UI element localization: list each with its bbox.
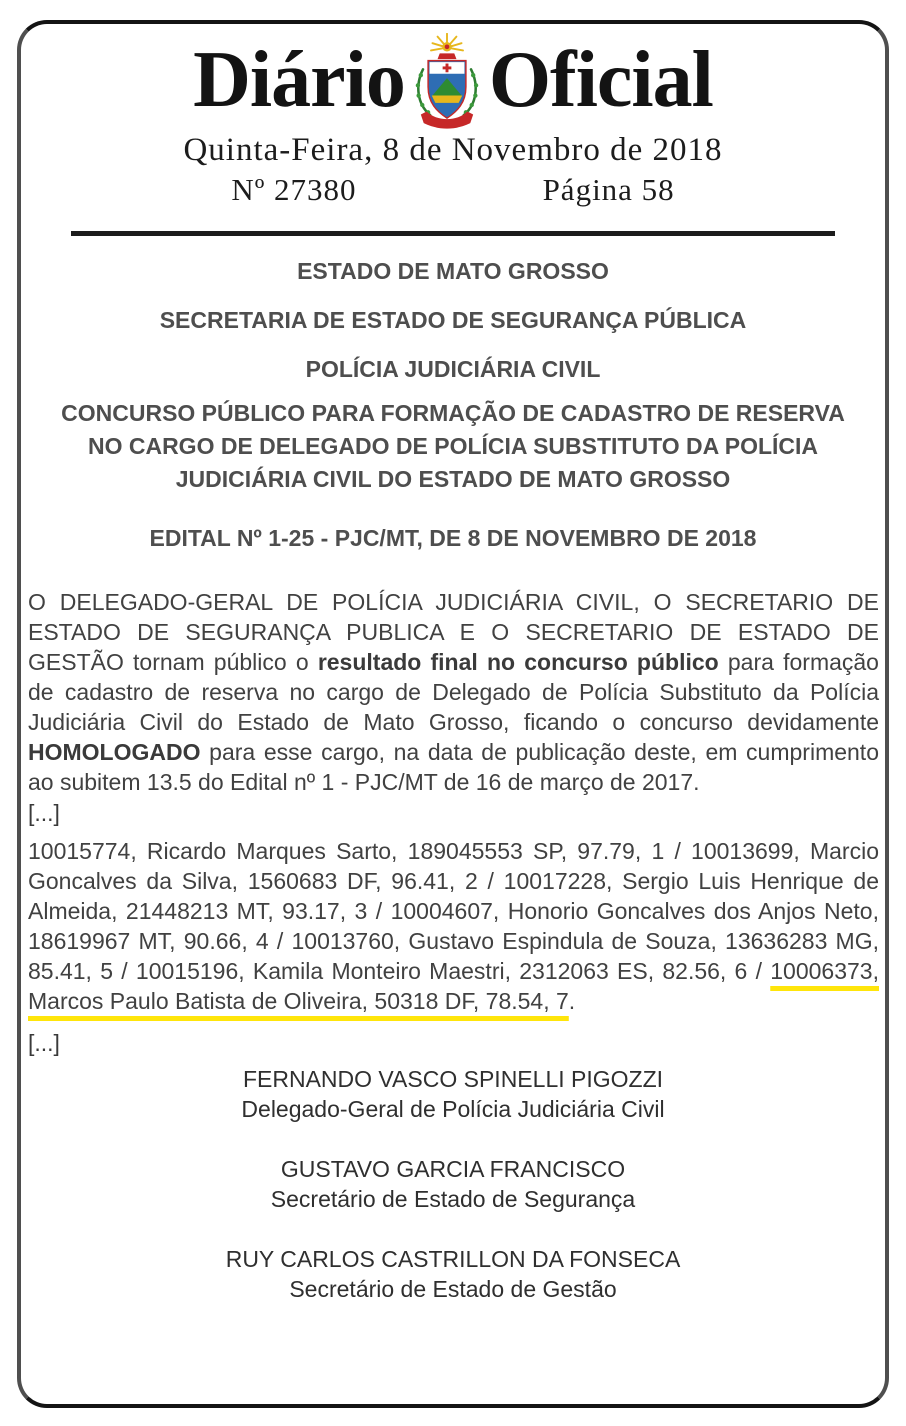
- heading-secretaria: SECRETARIA DE ESTADO DE SEGURANÇA PÚBLICA: [159, 307, 747, 333]
- edition-row: [21, 171, 885, 209]
- heading-edital: EDITAL Nº 1-25 - PJC/MT, DE 8 DE NOVEMBRO DE 2018: [149, 525, 757, 551]
- intro-run-normal: O DELEGADO-GERAL DE POLÍCIA JUDICIÁRIA CIVIL, O SECRETARIO DE ESTADO DE SEGURANÇA PUBLICA E O SECRETARIO DE ESTADO DE GESTÃO tornam público o: [28, 589, 879, 675]
- ellipsis-top: [...]: [28, 800, 60, 826]
- document-headings: [21, 255, 885, 555]
- gazette-page: [17, 20, 889, 1408]
- highlighted-result-entry: 10006373, Marcos Paulo Batista de Oliveira, 50318 DF, 78.54, 7: [28, 958, 879, 1014]
- masthead-title-left: Diário: [193, 36, 405, 124]
- signature-section: [21, 1064, 885, 1304]
- masthead-title-right: Oficial: [488, 36, 713, 124]
- mato-grosso-coat-of-arms-icon: [410, 33, 484, 129]
- heading-estado: ESTADO DE MATO GROSSO: [297, 258, 609, 284]
- edition-number: Nº 27380: [231, 172, 357, 207]
- signatory-name: FERNANDO VASCO SPINELLI PIGOZZI: [242, 1066, 664, 1092]
- intro-run-bold-homologado: HOMOLOGADO: [28, 739, 201, 765]
- signatory-title: Secretário de Estado de Segurança: [270, 1186, 636, 1212]
- signatory-name: RUY CARLOS CASTRILLON DA FONSECA: [225, 1246, 681, 1272]
- ellipsis-bottom: [...]: [28, 1030, 60, 1056]
- heading-concurso: CONCURSO PÚBLICO PARA FORMAÇÃO DE CADASTRO DE RESERVA NO CARGO DE DELEGADO DE POLÍCIA SUBSTITUTO DA POLÍCIA JUDICIÁRIA CIVIL DO ESTADO DE MATO GROSSO: [61, 400, 845, 492]
- results-run-period: .: [568, 988, 576, 1014]
- signatory-title: Delegado-Geral de Polícia Judiciária Civil: [241, 1096, 665, 1122]
- page-number-label: Página 58: [542, 172, 675, 207]
- signature-block: [21, 1244, 885, 1304]
- signatory-name: GUSTAVO GARCIA FRANCISCO: [280, 1156, 626, 1182]
- masthead: [21, 32, 885, 128]
- signature-block: [21, 1154, 885, 1214]
- heading-policia: POLÍCIA JUDICIÁRIA CIVIL: [305, 356, 601, 382]
- article-body: [21, 587, 885, 1056]
- homologation-paragraph: [28, 587, 879, 797]
- results-list-paragraph: [28, 836, 879, 1016]
- masthead-date: Quinta-Feira, 8 de Novembro de 2018: [183, 132, 723, 168]
- masthead-divider: [71, 231, 835, 236]
- intro-run-normal: para formação de cadastro de reserva no cargo de Delegado de Polícia Substituto da Polícia Judiciária Civil do Estado de Mato Grosso, ficando o concurso devidamente: [28, 649, 879, 735]
- signatory-title: Secretário de Estado de Gestão: [289, 1276, 617, 1302]
- signature-block: [21, 1064, 885, 1124]
- intro-run-bold-resultado: resultado final no concurso público: [317, 649, 719, 675]
- results-run-normal: 10015774, Ricardo Marques Sarto, 189045553 SP, 97.79, 1 / 10013699, Marcio Goncalves da Silva, 1560683 DF, 96.41, 2 / 10017228, Sergio Luis Henrique de Almeida, 21448213 MT, 93.17, 3 / 10004607, Honorio Goncalves dos Anjos Neto, 18619967 MT, 90.66, 4 / 10013760, Gustavo Espindula de Souza, 13636283 MG, 85.41, 5 / 10015196, Kamila Monteiro Maestri, 2312063 ES, 82.56, 6 /: [28, 838, 879, 984]
- intro-run-normal: para esse cargo, na data de publicação deste, em cumprimento ao subitem 13.5 do Edital nº 1 - PJC/MT de 16 de março de 2017.: [28, 739, 879, 795]
